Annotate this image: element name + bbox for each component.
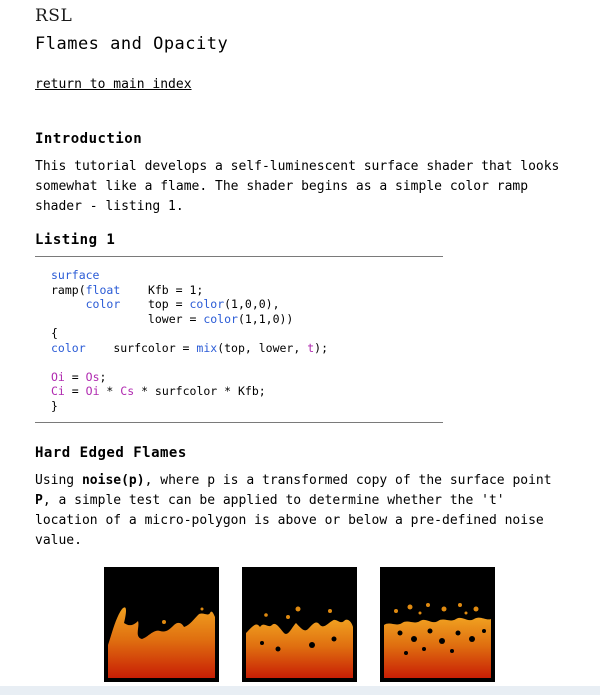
page-bottom-strip — [0, 686, 600, 695]
listing-heading: Listing 1 — [35, 232, 116, 248]
code-token: color — [203, 311, 238, 326]
return-to-index-link[interactable]: return to main index — [35, 77, 192, 92]
intro-paragraph: This tutorial develops a self-luminescent surface shader that looks somewhat like a flame. The shader begins as a simple color ramp shader - listing 1. — [35, 159, 560, 214]
code-line — [51, 341, 328, 356]
code-token: { — [51, 326, 58, 340]
hard-edged-paragraph — [35, 471, 565, 551]
code-token: float — [85, 282, 121, 297]
text-segment: , a simple test can be applied to determine whether the 't' location of a micro-polygon is above or below a pre-defined noise value. — [35, 493, 544, 548]
code-token: Oi — [51, 369, 65, 384]
code-token: } — [51, 398, 58, 413]
surface-point-name: P — [35, 493, 43, 508]
text-segment: , where p is a transformed copy of the surface point — [144, 473, 552, 488]
code-token: ); — [314, 340, 328, 355]
code-token: surface — [51, 268, 100, 282]
code-line — [51, 384, 328, 399]
code-token: Cs — [120, 384, 135, 398]
code-token: = — [64, 369, 86, 384]
listing-top-divider — [35, 256, 443, 257]
flame-render-3-image — [380, 567, 495, 682]
code-token: color — [189, 297, 225, 311]
code-token: mix — [196, 340, 218, 355]
code-token: (1,0,0), — [224, 297, 280, 311]
code-token: (1,1,0)) — [237, 311, 294, 326]
page-title: Flames and Opacity — [35, 34, 229, 54]
code-token: * surfcolor * Kfb; — [134, 384, 266, 398]
code-token: color — [85, 297, 121, 311]
site-title: RSL — [35, 6, 73, 26]
code-token: Kfb = 1; — [120, 282, 204, 297]
code-token: surfcolor = — [85, 340, 197, 355]
listing-bottom-divider — [35, 422, 443, 423]
code-line — [51, 297, 328, 312]
code-token — [51, 297, 86, 311]
code-token: Ci — [51, 384, 65, 398]
code-token: ramp( — [51, 282, 86, 297]
code-token: = — [64, 384, 86, 398]
intro-heading: Introduction — [35, 131, 143, 147]
code-token: ; — [99, 369, 107, 384]
code-line — [51, 283, 328, 298]
flame-render-1-image — [104, 567, 219, 682]
code-line — [51, 312, 328, 327]
code-token: color — [51, 340, 86, 355]
code-token: top = — [120, 297, 190, 311]
code-line — [51, 268, 328, 283]
code-token: (top, lower, — [217, 340, 308, 355]
code-token: t — [307, 340, 315, 355]
code-listing — [51, 268, 328, 413]
noise-function-name: noise(p) — [81, 473, 145, 488]
code-line — [51, 399, 328, 414]
code-line — [51, 355, 328, 370]
flame-render-2-image — [242, 567, 357, 682]
code-token: lower = — [51, 311, 204, 326]
hard-edged-heading: Hard Edged Flames — [35, 445, 187, 461]
code-token: Oi — [85, 384, 100, 398]
code-token: * — [99, 384, 121, 398]
code-line — [51, 370, 328, 385]
text-segment: Using — [35, 473, 82, 488]
code-token: Os — [85, 369, 100, 384]
code-line — [51, 326, 328, 341]
